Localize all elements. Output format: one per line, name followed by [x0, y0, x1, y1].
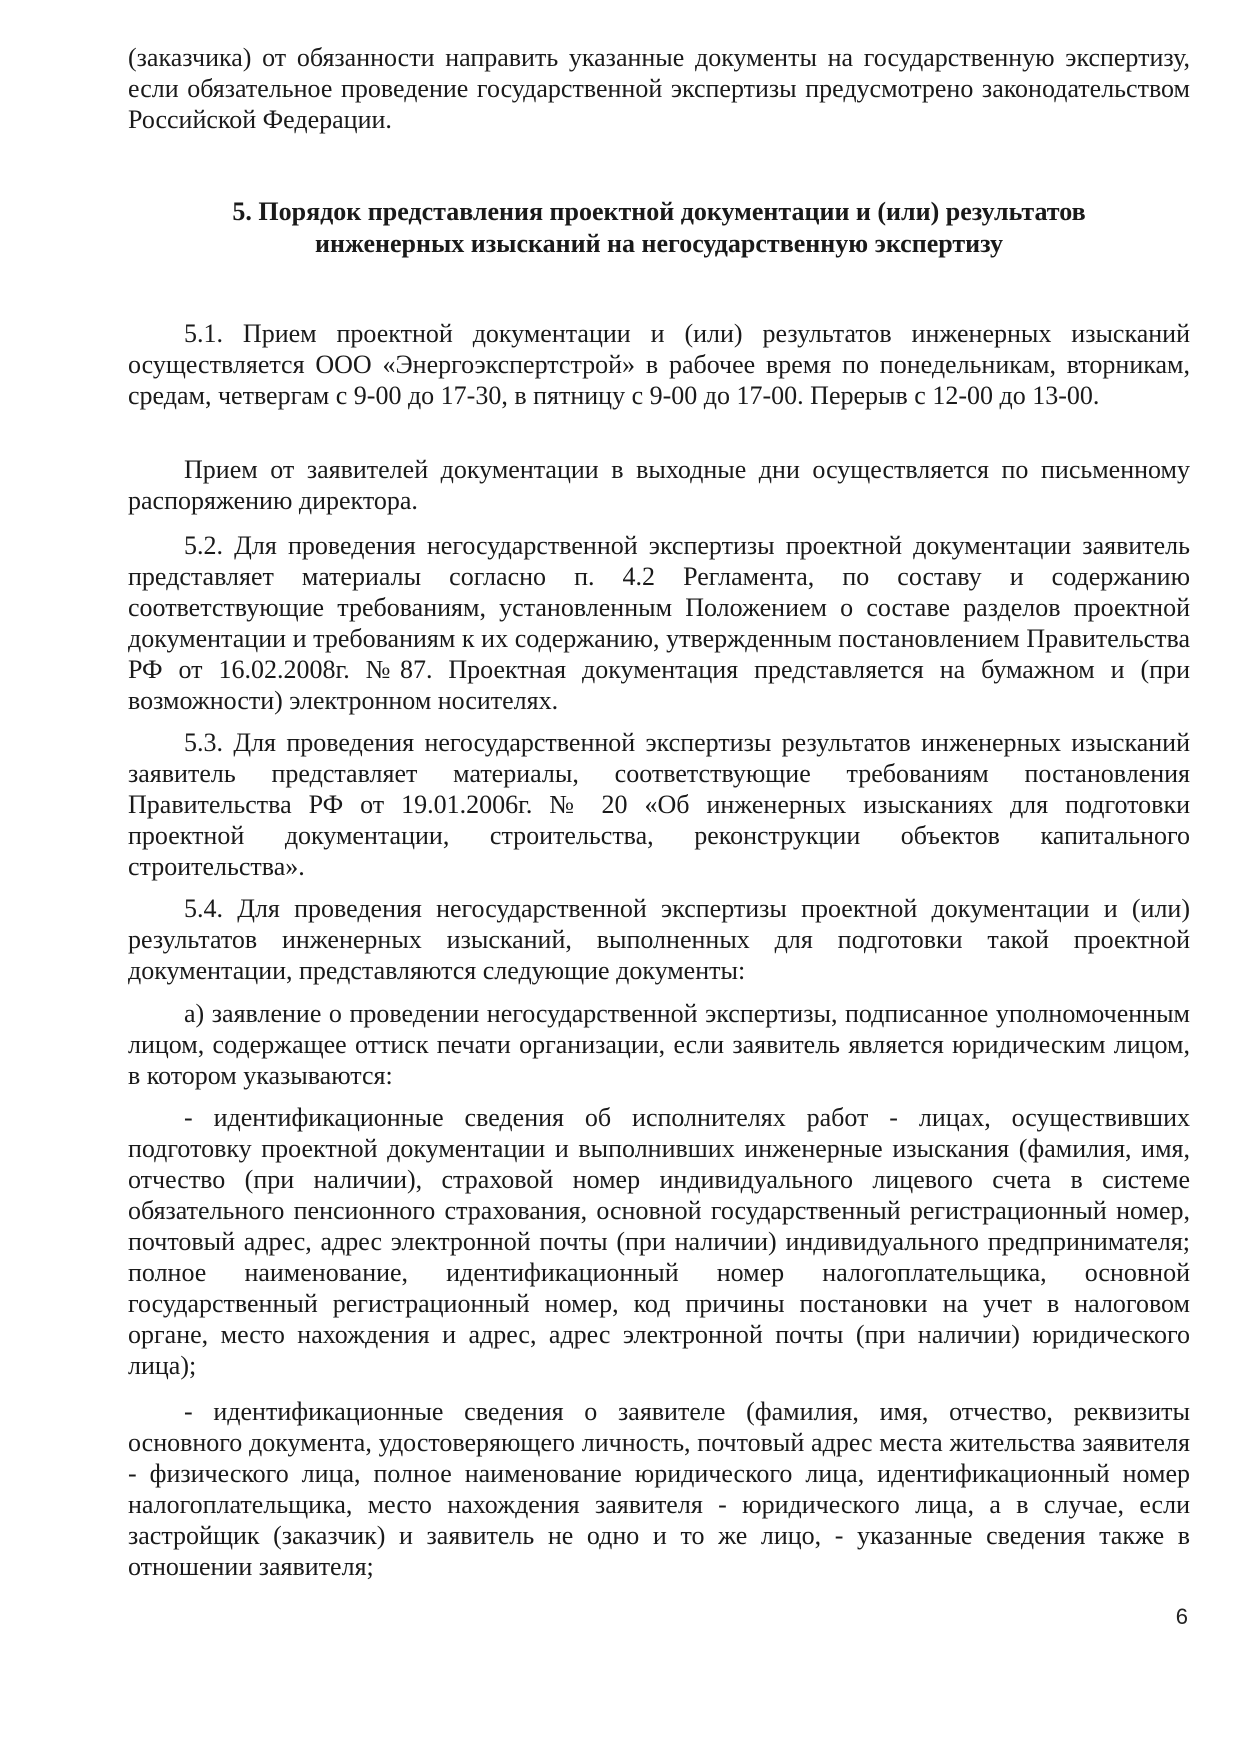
paragraph-5-1: 5.1. Прием проектной документации и (или) результатов инженерных изысканий осуществляется ООО «Энергоэкспертстрой» в рабочее время по понедельникам, вторникам, средам, четвергам с 9-00 до 17-30, в пятницу с 9-00 до 17-00. Перерыв с 12-00 до 13-00.: [128, 319, 1190, 410]
page-number: 6: [1175, 1604, 1188, 1629]
section-heading-line-1: 5. Порядок представления проектной документации и (или) результатов: [232, 197, 1086, 226]
bullet-item-applicant: - идентификационные сведения о заявителе (фамилия, имя, отчество, реквизиты основного документа, удостоверяющего личность, почтовый адрес места жительства заявителя - физического лица, полное наименование юридического лица, идентификационный номер налогоплательщика, место нахождения заявителя - юридического лица, а в случае, если застройщик (заказчик) и заявитель не одно и то же лицо, - указанные сведения также в отношении заявителя;: [128, 1397, 1190, 1581]
paragraph-5-2: 5.2. Для проведения негосударственной экспертизы проектной документации заявитель представляет материалы согласно п. 4.2 Регламента, по составу и содержанию соответствующие требованиям, установленным Положением о составе разделов проектной документации и требованиям к их содержанию, утвержденным постановлением Правительства РФ от 16.02.2008г. №87. Проектная документация представляется на бумажном и (при возможности) электронном носителях.: [128, 531, 1190, 715]
list-item-a: а) заявление о проведении негосударственной экспертизы, подписанное уполномоченным лицом, содержащее оттиск печати организации, если заявитель является юридическим лицом, в котором указываются:: [128, 999, 1190, 1090]
paragraph-5-3: 5.3. Для проведения негосударственной экспертизы результатов инженерных изысканий заявитель представляет материалы, соответствующие требованиям постановления Правительства РФ от 19.01.2006г. № 20 «Об инженерных изысканиях для подготовки проектной документации, строительства, реконструкции объектов капитального строительства».: [128, 728, 1190, 881]
paragraph-5-4: 5.4. Для проведения негосударственной экспертизы проектной документации и (или) результатов инженерных изысканий, выполненных для подготовки такой проектной документации, представляются следующие документы:: [128, 894, 1190, 985]
section-heading-line-2: инженерных изысканий на негосударственную экспертизу: [314, 229, 1004, 258]
paragraph-5-1-weekend: Прием от заявителей документации в выходные дни осуществляется по письменному распоряжению директора.: [128, 455, 1190, 515]
continuation-paragraph: (заказчика) от обязанности направить указанные документы на государственную экспертизу, если обязательное проведение государственной экспертизы предусмотрено законодательством Российской Федерации.: [128, 43, 1190, 134]
bullet-item-executors: - идентификационные сведения об исполнителях работ - лицах, осуществивших подготовку проектной документации и выполнивших инженерные изыскания (фамилия, имя, отчество (при наличии), страховой номер индивидуального лицевого счета в системе обязательного пенсионного страхования, основной государственный регистрационный номер, почтовый адрес, адрес электронной почты (при наличии) индивидуального предпринимателя; полное наименование, идентификационный номер налогоплательщика, основной государственный регистрационный номер, код причины постановки на учет в налоговом органе, место нахождения и адрес, адрес электронной почты (при наличии) юридического лица);: [128, 1103, 1190, 1380]
